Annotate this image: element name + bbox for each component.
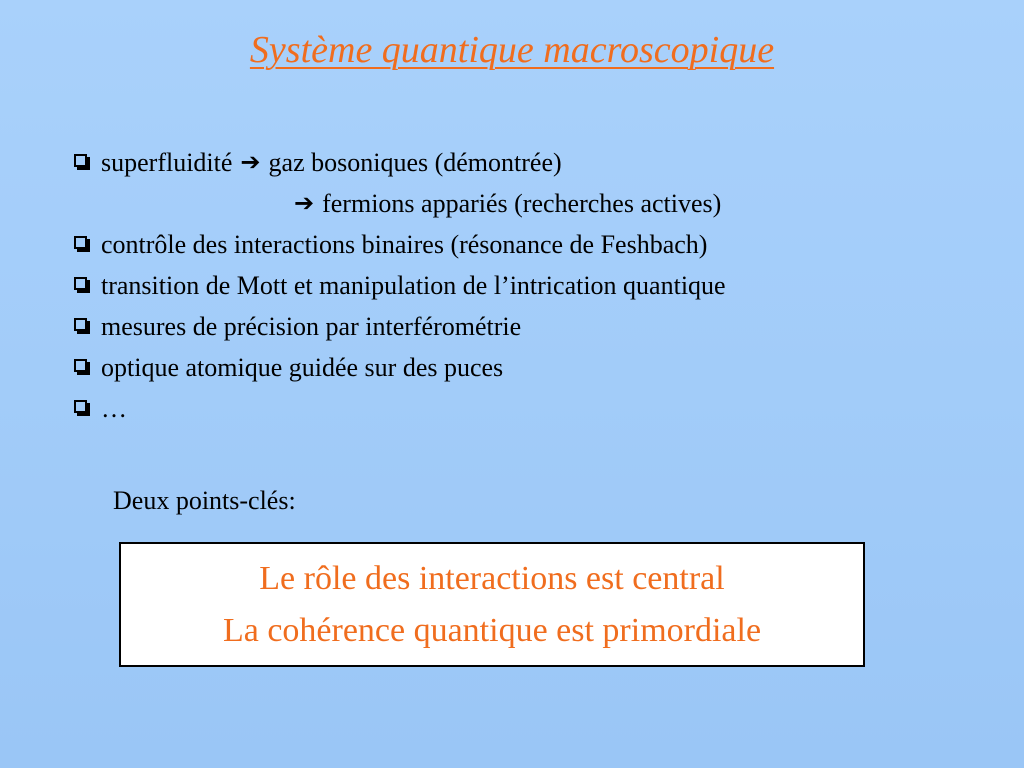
bullet-text: superfluidité (101, 148, 233, 177)
bullet-text: contrôle des interactions binaires (résonance de Feshbach) (101, 230, 708, 259)
checkbox-bullet-icon (74, 154, 87, 167)
key-point-line: Le rôle des interactions est central (259, 560, 725, 597)
key-points-label: Deux points-clés: (113, 486, 296, 515)
bullet-item (74, 142, 726, 183)
bullet-item (74, 347, 726, 388)
bullet-text: optique atomique guidée sur des puces (101, 353, 504, 382)
checkbox-bullet-icon (74, 236, 87, 249)
key-point-line: La cohérence quantique est primordiale (222, 612, 762, 649)
bullet-item (74, 306, 726, 347)
checkbox-bullet-icon (74, 277, 87, 290)
bullet-subtext: fermions appariés (recherches actives) (322, 189, 722, 218)
checkbox-bullet-icon (74, 318, 87, 331)
checkbox-bullet-icon (74, 400, 87, 413)
key-points-box (119, 542, 865, 667)
bullet-subtext: gaz bosoniques (démontrée) (268, 148, 562, 177)
checkbox-bullet-icon (74, 359, 87, 372)
arrow-right-icon: ➔ (294, 189, 315, 217)
bullet-text: transition de Mott et manipulation de l’intrication quantique (101, 271, 726, 300)
bullet-item (74, 224, 726, 265)
bullet-text: mesures de précision par interférométrie (101, 312, 522, 341)
bullet-item (74, 265, 726, 306)
bullet-item (74, 388, 726, 429)
slide-title: Système quantique macroscopique (249, 29, 775, 71)
bullet-text: … (101, 394, 127, 423)
arrow-right-icon: ➔ (240, 148, 261, 176)
bullet-continuation (74, 183, 726, 224)
bullet-list (74, 142, 726, 429)
